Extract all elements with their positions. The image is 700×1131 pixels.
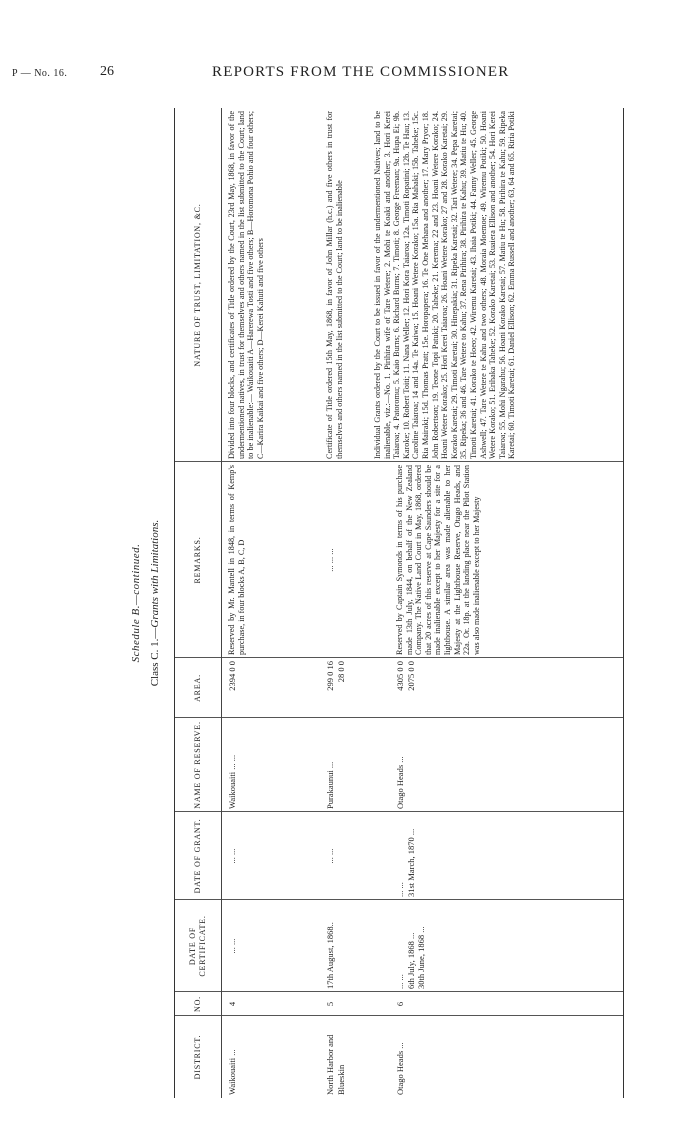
nature-header: NATURE OF TRUST, LIMITATION, &C. bbox=[175, 108, 222, 462]
remarks-header: REMARKS. bbox=[175, 462, 222, 658]
nature-cell: Individual Grants ordered by the Court to be issued in favor of the undermentioned Natives; land to be inalienable, viz.:—No. 1. Pirihira wife of Tare Wetere; 2. Mohi te Koaki and another; 3. Hori Kerei Taiaroa; 4. Patoromu; 5. Kaio Burns; 6. Richard Burns; 7. Timoti; 8. George Freeman; 9a. Hupa Ei; 9b. Karoke; 10. Robert Toiti; 11. Nana Weller; 12. Hori Kora Taiaroa; 12a. Timoti Ropatini; 12b. Te Hau; 13. Caroline Taiaroa; 14 and 14a. Te Kaiwa; 15. Hoani Wetere Korako; 15a. Ria Mahaki; 15b. Taheke; 15c. Ria Mairaki; 15d. Thomas Pratt; 15e. Horopapera; 16. Te One Mehana and another; 17. Mary Pryor; 18. John Robertson; 19. Teone Topi Patuki; 20. Taheke; 21. Kerema; 22 and 23. Hoani Wetere Korako; 24. Hoani Wetere Korako; 25. Hori Kerei Taiaroa; 26. Hoani Wetere Korako; 27 and 28. Korako Karetai; 29. Korako Karetai; 29. Timoti Karetai; 30. Hinepakia; 31. Ripeka Karetai; 32. Tari Wetere; 34. Pepa Karetai; 35. Ripeka; 36 and 46. Tare Wetere to Kahu; 37. Rena Pirihira; 38. Pirihira te Kahu; 39. Matiu te Hu; 40. Timoti Karetai; 41. Korako te Hoeo; 42. Wiremu Karetai; 43. Ihaia Potiki; 44. Fanny Weller; 45. George Ashwell; 47. Tare Wetere te Kahu and two others; 48. Moraia Moemoe; 49. Wiremu Potiki; 50. Hoani Wetere Korako; 51. Erihaka Taheke; 52. Korako Karetai; 53. Ruaiera Ellison and another; 54. Hori Kerei Taiaroa; 55. Mohi Ngarahu; 56. Hoani Korako Karetai; 57. Matiu te Hu; 58. Pirihira te Kahu; 59. Ripeka Karetai; 60. Timoti Karetai; 61. Daniel Ellison; 62. Emma Russell and another; 63, 64 and 65. Riria Potiki bbox=[373, 111, 517, 459]
number-cell: 4 bbox=[227, 1001, 237, 1007]
class-title bbox=[149, 108, 161, 1098]
nature-cell: Certificate of Title ordered 15th May, 1868, in favor of John Millar (h.c.) and five others in trust for themselves and others named in the list submitted to the Court; land to be inalienable bbox=[325, 111, 344, 459]
area-cell: 4305 0 0 2075 0 0 bbox=[395, 661, 416, 691]
number-header: NO. bbox=[175, 992, 222, 1016]
district-cell: Waikouaiti ... bbox=[227, 1049, 237, 1095]
rotated-table-page bbox=[130, 108, 650, 1098]
reserve-name-cell: Purakaunui ... bbox=[325, 761, 335, 809]
district-header: DISTRICT. bbox=[175, 1016, 222, 1098]
page-header bbox=[0, 58, 700, 88]
district-cell: Otago Heads ... bbox=[395, 1042, 405, 1095]
grant-date-cell: ... ... bbox=[227, 848, 237, 864]
number-column bbox=[175, 991, 623, 1016]
remarks-column bbox=[175, 461, 623, 658]
certificate-date-header: DATE OF CERTIFICATE. bbox=[175, 900, 222, 992]
remarks-cell: Reserved by Captain Symonds in terms of his purchase made 13th July, 1844, on behalf of the New Zealand Company. The Native Land Court in May, 1868, ordered that 20 acres of this reserve at Cape Saunders should be made inalienable except to her Majesty for a site for a lighthouse. A similar area was made alienable to her Majesty at the Lighthouse Reserve, Otago Heads, and 22a. Or. 18p. at the landing place near the Pilot Station was also made inalienable except to her Majesty bbox=[395, 465, 481, 655]
area-header: AREA. bbox=[175, 658, 222, 718]
grant-date-cell: ... ... bbox=[325, 848, 335, 864]
class-subtitle: Grants with Limitations. bbox=[149, 519, 161, 628]
grant-date-column bbox=[175, 811, 623, 900]
nature-column bbox=[175, 108, 623, 462]
certificate-date-cell: ... ... bbox=[227, 938, 237, 954]
remarks-cell: Reserved by Mr. Mantell in 1848, in terms of Kemp's purchase, in four blocks A, B, C, D bbox=[227, 465, 246, 655]
number-cell: 5 bbox=[325, 1001, 335, 1007]
number-cell: 6 bbox=[395, 1001, 405, 1007]
area-cell: 299 0 16 28 0 0 bbox=[325, 661, 346, 691]
reserve-name-column bbox=[175, 717, 623, 812]
document-reference: P — No. 16. bbox=[12, 68, 68, 79]
certificate-date-cell: 17th August, 1868.. bbox=[325, 922, 335, 989]
district-column bbox=[175, 1015, 623, 1098]
schedule-title: Schedule B.—continued. bbox=[130, 543, 142, 663]
class-prefix: Class C. 1.— bbox=[149, 627, 161, 687]
reserve-name-cell: Otago Heads ... bbox=[395, 756, 405, 809]
reserve-name-header: NAME OF RESERVE. bbox=[175, 718, 222, 812]
certificate-date-column bbox=[175, 899, 623, 992]
grant-date-header: DATE OF GRANT. bbox=[175, 812, 222, 900]
certificate-date-cell: ... ... 6th July, 1868 ... 30th June, 1868 ... bbox=[395, 926, 427, 989]
page-number: 26 bbox=[100, 64, 114, 79]
area-column bbox=[175, 657, 623, 718]
grant-date-cell: ... ... 31st March, 1870 ... bbox=[395, 828, 416, 897]
page-title: REPORTS FROM THE COMMISSIONER bbox=[212, 64, 510, 80]
district-cell: North Harbor and Blueskin bbox=[325, 1034, 346, 1095]
grants-table bbox=[174, 108, 624, 1098]
nature-cell: Divided into four blocks, and certificates of Title ordered by the Court, 23rd May, 1868, in favor of the undermentioned natives, in trust for themselves and others named in the list submitted to the Court; land to be inalienable:— Waikouaiti A—Harerewa Tosti and five others; B—Horomona Pohio and four others; C—Karira Kaikai and five others; D—Kerei Kahuti and five others bbox=[227, 111, 265, 459]
remarks-cell: ... ... ... bbox=[325, 548, 335, 572]
reserve-name-cell: Waikouaiti ... ... bbox=[227, 754, 237, 809]
area-cell: 2394 0 0 bbox=[227, 661, 237, 691]
